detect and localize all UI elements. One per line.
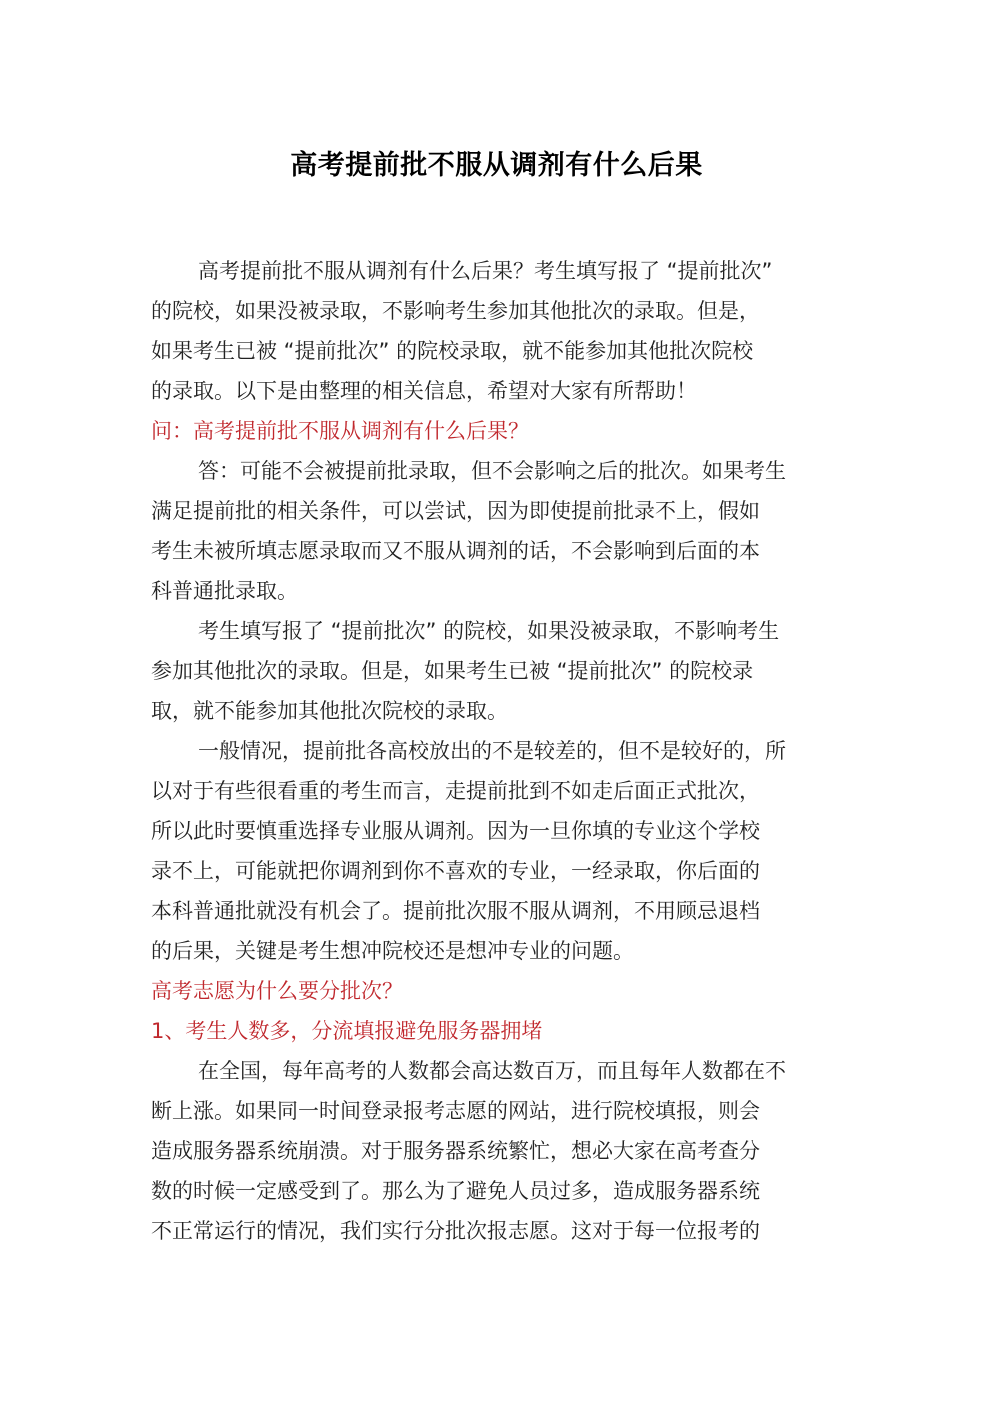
body-text-line: 取，就不能参加其他批次院校的录取。 [151, 699, 508, 723]
body-text-line: 的后果，关键是考生想冲院校还是想冲专业的问题。 [151, 939, 634, 963]
body-text-line: 答：可能不会被提前批录取，但不会影响之后的批次。如果考生 [198, 459, 786, 483]
section-heading: 问：高考提前批不服从调剂有什么后果？ [151, 419, 529, 443]
body-text-line: 的录取。以下是由整理的相关信息，希望对大家有所帮助！ [151, 379, 697, 403]
section-heading: 1、考生人数多，分流填报避免服务器拥堵 [151, 1019, 543, 1043]
body-text-line: 录不上，可能就把你调剂到你不喜欢的专业，一经录取，你后面的 [151, 859, 760, 883]
body-text-line: 本科普通批就没有机会了。提前批次服不服从调剂，不用顾忌退档 [151, 899, 760, 923]
body-text-line: 不正常运行的情况，我们实行分批次报志愿。这对于每一位报考的 [151, 1219, 760, 1243]
body-text-line: 断上涨。如果同一时间登录报考志愿的网站，进行院校填报，则会 [151, 1099, 760, 1123]
body-text-line: 参加其他批次的录取。但是，如果考生已被 “提前批次” 的院校录 [151, 659, 754, 683]
section-heading: 高考志愿为什么要分批次？ [151, 979, 403, 1003]
body-text-line: 一般情况，提前批各高校放出的不是较差的，但不是较好的，所 [198, 739, 786, 763]
body-text-line: 如果考生已被 “提前批次” 的院校录取，就不能参加其他批次院校 [151, 339, 754, 363]
body-text-line: 在全国，每年高考的人数都会高达数百万，而且每年人数都在不 [198, 1059, 786, 1083]
body-text-line: 所以此时要慎重选择专业服从调剂。因为一旦你填的专业这个学校 [151, 819, 760, 843]
body-text-line: 的院校，如果没被录取，不影响考生参加其他批次的录取。但是， [151, 299, 760, 323]
body-text-line: 数的时候一定感受到了。那么为了避免人员过多，造成服务器系统 [151, 1179, 760, 1203]
body-text-line: 考生未被所填志愿录取而又不服从调剂的话，不会影响到后面的本 [151, 539, 760, 563]
document-title: 高考提前批不服从调剂有什么后果 [290, 150, 703, 181]
body-text-line: 高考提前批不服从调剂有什么后果？考生填写报了 “提前批次” [198, 259, 773, 283]
body-text-line: 造成服务器系统崩溃。对于服务器系统繁忙，想必大家在高考查分 [151, 1139, 760, 1163]
body-text-line: 考生填写报了 “提前批次” 的院校，如果没被录取，不影响考生 [198, 619, 780, 643]
body-text-line: 以对于有些很看重的考生而言，走提前批到不如走后面正式批次， [151, 779, 760, 803]
body-text-line: 科普通批录取。 [151, 579, 298, 603]
body-text-line: 满足提前批的相关条件，可以尝试，因为即使提前批录不上，假如 [151, 499, 760, 523]
